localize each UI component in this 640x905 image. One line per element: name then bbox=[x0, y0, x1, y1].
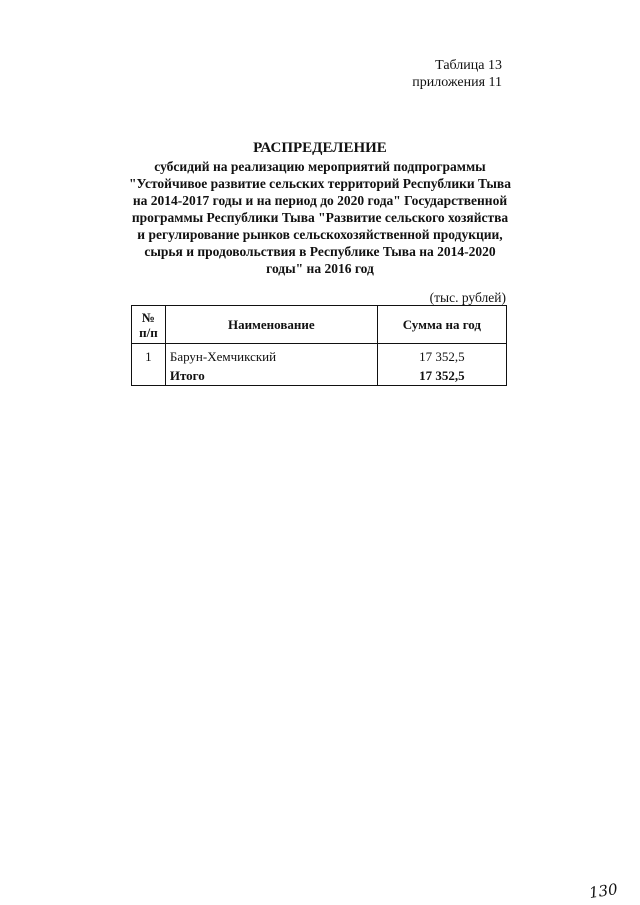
header-number-symbol: № bbox=[141, 309, 155, 325]
subtitle-line: на 2014-2017 годы и на период до 2020 года" Государственной bbox=[132, 193, 508, 208]
distribution-table bbox=[131, 305, 507, 386]
table-total-row bbox=[132, 366, 507, 386]
subtitle-line: годы" на 2016 год bbox=[266, 261, 374, 276]
appendix-number: приложения 11 bbox=[412, 75, 502, 90]
row-name: Барун-Хемчикский bbox=[165, 344, 377, 367]
header-name: Наименование bbox=[165, 306, 377, 344]
document-title: РАСПРЕДЕЛЕНИЕ bbox=[253, 140, 387, 156]
row-sum: 17 352,5 bbox=[377, 344, 506, 367]
handwritten-page-number: 130 bbox=[588, 880, 620, 902]
subtitle-line: "Устойчивое развитие сельских территорий Республики Тыва bbox=[129, 176, 511, 191]
total-sum: 17 352,5 bbox=[377, 366, 506, 386]
document-subtitle bbox=[118, 158, 522, 277]
table-row bbox=[132, 344, 507, 367]
unit-label: (тыс. рублей) bbox=[429, 290, 506, 305]
table-header-row bbox=[132, 306, 507, 344]
row-number: 1 bbox=[132, 344, 166, 367]
total-label: Итого bbox=[165, 366, 377, 386]
total-number-cell bbox=[132, 366, 166, 386]
header-number bbox=[132, 306, 166, 344]
subtitle-line: и регулирование рынков сельскохозяйственной продукции, bbox=[137, 227, 503, 242]
subtitle-line: субсидий на реализацию мероприятий подпрограммы bbox=[154, 159, 486, 174]
document-heading-block bbox=[118, 139, 522, 277]
table-number: Таблица 13 bbox=[435, 58, 502, 73]
header-number-abbrev: п/п bbox=[139, 324, 158, 340]
subtitle-line: программы Республики Тыва "Развитие сельского хозяйства bbox=[131, 210, 509, 225]
subtitle-line: сырья и продовольствия в Республике Тыва на 2014-2020 bbox=[144, 244, 496, 259]
table-reference bbox=[412, 57, 502, 91]
header-sum: Сумма на год bbox=[377, 306, 506, 344]
